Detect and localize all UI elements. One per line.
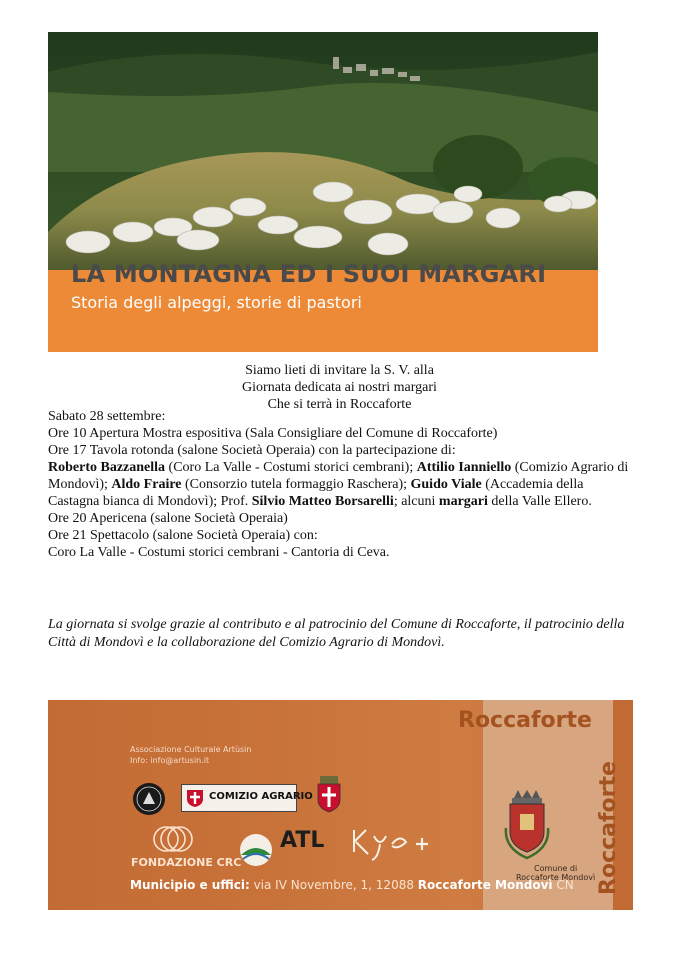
address-town: Roccaforte Mondovì: [417, 878, 553, 892]
banner-subtitle: Storia degli alpeggi, storie di pastori: [71, 293, 362, 312]
roccaforte-title: Roccaforte: [458, 708, 592, 733]
program-date: Sabato 28 settembre:: [48, 409, 166, 424]
address-line: [130, 878, 574, 892]
participant-desc: ; alcuni: [393, 494, 439, 509]
mondovi-crest-icon: [314, 774, 344, 814]
program-item-4: Ore 21 Spettacolo (salone Società Operaia) con:: [48, 528, 318, 543]
atl-label: ATL: [280, 828, 325, 853]
participant-desc: (Comizio Agrario di Mondovì);: [48, 460, 629, 492]
artusin-logo-icon: [132, 782, 166, 816]
shield-icon: [185, 788, 205, 808]
comizio-agrario-logo: [181, 784, 313, 812]
participant-name: margari: [438, 494, 488, 509]
roccaforte-vertical-title: Roccaforte: [596, 761, 621, 895]
participant-name: Guido Viale: [410, 477, 482, 492]
mountain-pasture-photo: [48, 32, 598, 270]
address-label: Municipio e uffici:: [130, 878, 250, 892]
roccaforte-crest-icon: [500, 788, 554, 860]
address-street: via IV Novembre, 1, 12088: [249, 878, 418, 892]
program-item-2: Ore 17 Tavola rotonda (salone Società Operaia) con la partecipazione di:: [48, 443, 456, 458]
participant-desc: (Coro La Valle - Costumi storici cembrani);: [165, 460, 417, 475]
program-item-3: Ore 20 Apericena (salone Società Operaia): [48, 511, 288, 526]
invite-line-3: Che si terrà in Roccaforte: [267, 397, 412, 412]
participant-desc: (Accademia della Castagna bianca di Mondovì); Prof.: [48, 477, 584, 509]
comune-line-1: Comune di: [534, 864, 578, 873]
invite-line-1: Siamo lieti di invitare la S. V. alla: [245, 363, 434, 378]
banner-title: LA MONTAGNA ED I SUOI MARGARI: [71, 260, 547, 288]
association-info: [130, 744, 251, 766]
sponsorship-note: La giornata si svolge grazie al contributo e al patrocinio del Comune di Roccaforte, il patrocinio della Città di Mondovì e la collaborazione del Comizio Agrario di Mondovì.: [48, 617, 625, 650]
program-item-1: Ore 10 Apertura Mostra espositiva (Sala Consigliare del Comune di Roccaforte): [48, 426, 498, 441]
participant-desc: della Valle Ellero.: [487, 494, 592, 509]
address-province: CN: [552, 878, 574, 892]
association-email: Info: info@artusin.it: [130, 756, 210, 765]
participant-name: Roberto Bazzanella: [48, 460, 166, 475]
event-program: [48, 408, 638, 561]
invite-line-2: Giornata dedicata ai nostri margari: [242, 380, 437, 395]
comune-line-2: Roccaforte Mondovì: [516, 873, 596, 882]
program-participants: [48, 459, 638, 510]
participant-name: Aldo Fraire: [111, 477, 182, 492]
atl-logo-icon: [237, 833, 275, 867]
kye-logo-icon: [348, 822, 432, 866]
fondazione-crc-label: FONDAZIONE CRC: [131, 856, 242, 869]
fondazione-crc-logo-icon: [151, 824, 195, 854]
association-name: Associazione Culturale Artùsin: [130, 745, 252, 754]
participant-name: Attilio Ianniello: [416, 460, 512, 475]
program-item-5: Coro La Valle - Costumi storici cembrani - Cantoria di Ceva.: [48, 545, 390, 560]
comizio-agrario-label: COMIZIO AGRARIO: [209, 791, 313, 802]
participant-desc: (Consorzio tutela formaggio Raschera);: [181, 477, 411, 492]
participant-name: Silvio Matteo Borsarelli: [251, 494, 394, 509]
sponsor-banner: [48, 700, 633, 910]
